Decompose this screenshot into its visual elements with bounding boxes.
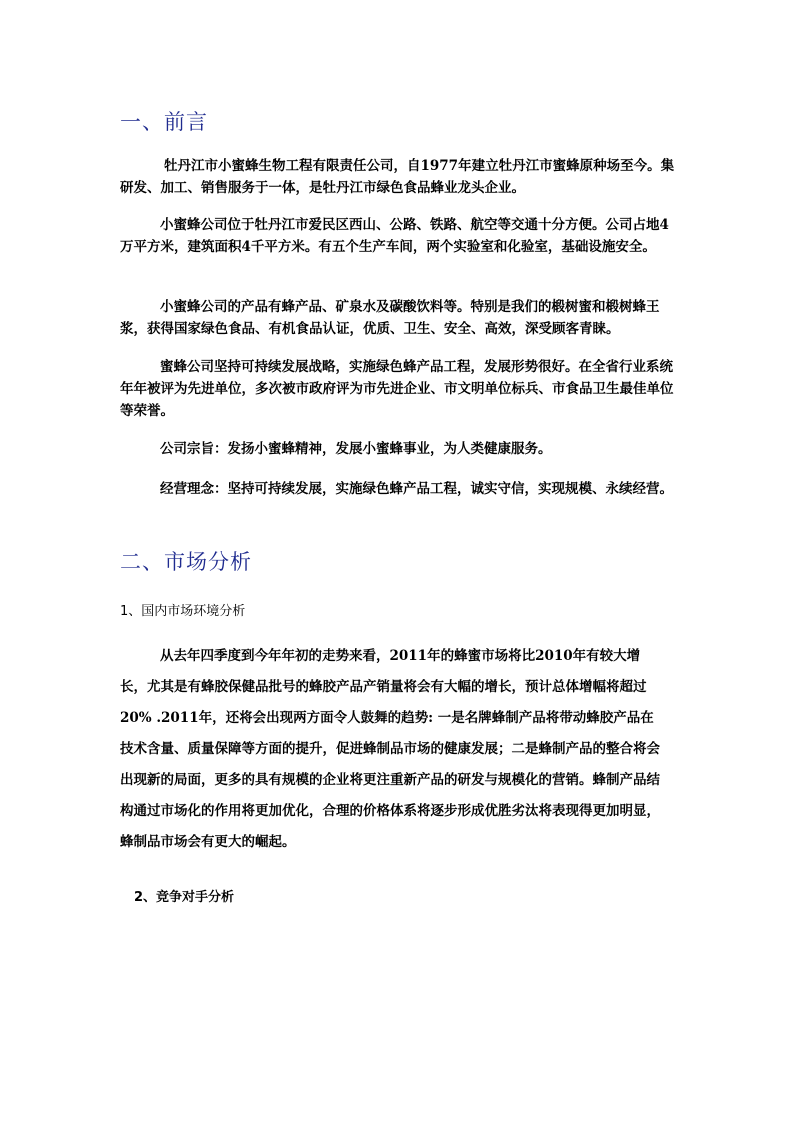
subheading-domestic-market: 1、国内市场环境分析 bbox=[120, 604, 246, 619]
paragraph-products: 小蜜蜂公司的产品有蜂产品、矿泉水及碳酸饮料等。特别是我们的椴树蜜和椴树蜂王浆，获得国家绿色食品、有机食品认证，优质、卫生、安全、高效，深受顾客青睐。 bbox=[120, 299, 660, 337]
subheading-competitor-analysis: 2、竞争对手分析 bbox=[134, 890, 235, 905]
section-heading-market-analysis: 二、市场分析 bbox=[120, 550, 252, 574]
paragraph-location: 小蜜蜂公司位于牡丹江市爱民区西山、公路、铁路、航空等交通十分方便。公司占地4万平方米，建筑面积4千平方米。有五个生产车间，两个实验室和化验室，基础设施安全。 bbox=[120, 217, 669, 255]
paragraph-philosophy: 经营理念：坚持可持续发展，实施绿色蜂产品工程，诚实守信，实现规模、永续经营。 bbox=[160, 481, 673, 497]
paragraph-market-trend: 从去年四季度到今年年初的走势来看，2011年的蜂蜜市场将比2010年有较大增长，尤其是有蜂胶保健品批号的蜂胶产品产销量将会有大幅的增长，预计总体增幅将超过20% .2011年，还将会出现两方面令人鼓舞的趋势: 一是名牌蜂制产品将带动蜂胶产品在技术含量、质量保障等方面的提升，促进蜂制品市场的健康发展；二是蜂制产品的整合将会出现新的局面，更多的具有规模的企业将更注重新产品的研发与规模化的营销。蜂制产品结构通过市场化的作用将更加优化，合理的价格体系将逐步形成优胜劣汰将表现得更加明显，蜂制品市场会有更大的崛起。 bbox=[120, 648, 660, 850]
paragraph-company-intro: 牡丹江市小蜜蜂生物工程有限责任公司，自1977年建立牡丹江市蜜蜂原种场至今。集研发、加工、销售服务于一体，是牡丹江市绿色食品蜂业龙头企业。 bbox=[120, 158, 675, 196]
section-heading-preface: 一、前言 bbox=[120, 110, 208, 134]
paragraph-mission: 公司宗旨：发扬小蜜蜂精神，发展小蜜蜂事业，为人类健康服务。 bbox=[160, 441, 552, 457]
paragraph-strategy: 蜜蜂公司坚持可持续发展战略，实施绿色蜂产品工程，发展形势很好。在全省行业系统年年被评为先进单位，多次被市政府评为市先进企业、市文明单位标兵、市食品卫生最佳单位等荣誉。 bbox=[120, 359, 674, 419]
